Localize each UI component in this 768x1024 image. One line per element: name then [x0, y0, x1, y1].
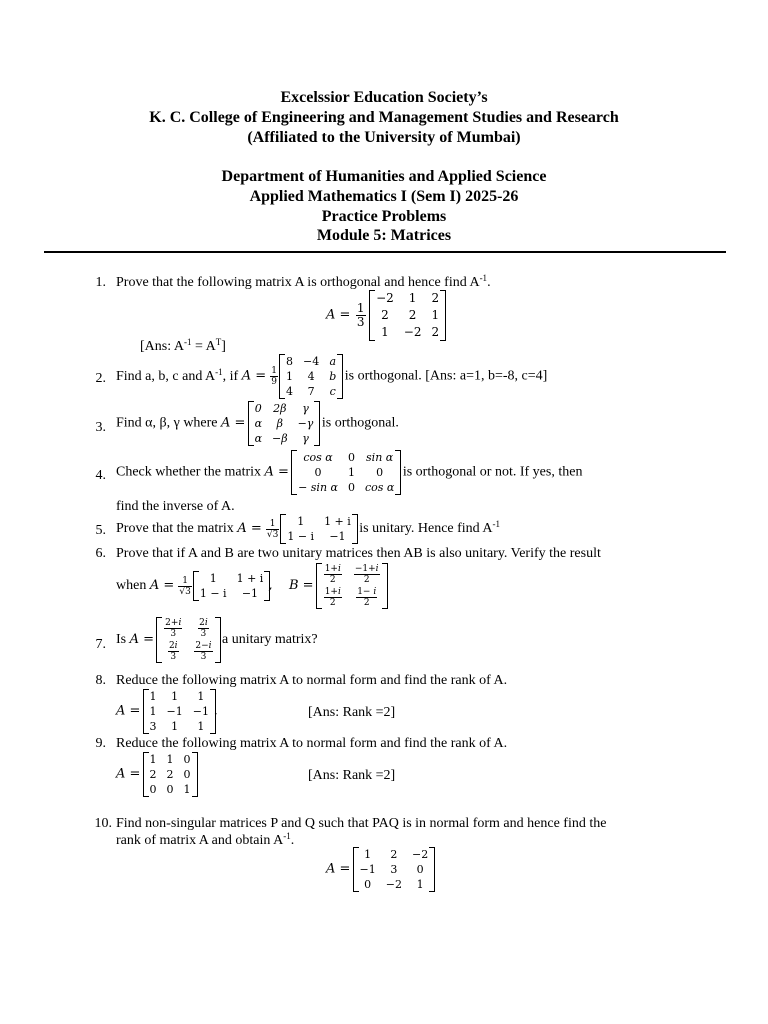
problem-1-matrix-eq: A = $\frac{1}{3}$ −2 1 2 2 2 1 1 −2 2 [326, 290, 444, 341]
problem-6-verify: when A = $\frac{1}{√3}$ 1 1 + i 1 − i −1 , B = $\frac{1+i}{2}$ $\frac{-1+i}{2}$ $\frac{1+i}{2}$ $\frac{1- i}{2}$ [116, 563, 386, 609]
problem-9-text: Reduce the following matrix A to normal form and find the rank of A. [116, 736, 508, 751]
module-title: Module 5: Matrices [316, 227, 452, 244]
department: Department of Humanities and Applied Science [221, 168, 547, 185]
problem-8-text: Reduce the following matrix A to normal form and find the rank of A. [116, 673, 508, 688]
matrix-p10: 1 2 −2 −1 3 0 0 −2 1 [355, 847, 434, 892]
matrix-p6-b: $\frac{1+i}{2}$ $\frac{-1+i}{2}$ $\frac{1+i}{2}$ $\frac{1- i}{2}$ [318, 563, 386, 609]
problem-4-line2: find the inverse of A. [116, 499, 235, 514]
problem-4-number: 4. [95, 468, 106, 483]
problem-4-text: Check whether the matrix A = cos α 0 sin α 0 1 0 − sin α 0 cos α is orthogonal or not. If yes, then [116, 451, 583, 494]
problem-10-line2: rank of matrix A and obtain $A^{-1}$. [116, 831, 295, 848]
college-name: K. C. College of Engineering and Management Studies and Research [149, 109, 619, 126]
problem-10-number: 10. [94, 816, 112, 831]
problem-2-text: Find a, b, c and $A^{-1}$, if A = $\frac{1}{9}$ 8 −4 a 1 4 b 4 7 c is orthogonal. [Ans: a=1, b=-8, c=4] [116, 355, 548, 398]
problem-1-answer: [Ans: $A^{-1} = A^T$] [140, 337, 226, 354]
problem-6-number: 6. [95, 546, 106, 561]
matrix-p1: −2 1 2 2 2 1 1 −2 2 [371, 290, 444, 341]
course-title: Applied Mathematics I (Sem I) 2025-26 [249, 188, 519, 205]
problem-3-text: Find α, β, γ where A = 0 2β γ α β −γ α −β γ is orthogonal. [116, 402, 399, 445]
doc-type: Practice Problems [321, 208, 447, 225]
problem-10-text: Find non-singular matrices P and Q such that PAQ is in normal form and hence find the [116, 816, 607, 831]
problem-2-number: 2. [95, 371, 106, 386]
affiliation: (Affiliated to the University of Mumbai) [247, 129, 521, 146]
problem-9-answer: [Ans: Rank =2] [308, 768, 396, 783]
problem-9-matrix-eq: A = 1 1 0 2 2 0 0 0 1 [116, 752, 196, 797]
problem-5-text: Prove that the matrix A = $\frac{1}{√3}$ 1 1 + i 1 − i −1 is unitary. Hence find $A^{-1}$ [116, 515, 501, 543]
matrix-p4: cos α 0 sin α 0 1 0 − sin α 0 cos α [293, 450, 399, 495]
matrix-p2: 8 −4 a 1 4 b 4 7 c [281, 354, 341, 399]
matrix-p7: $\frac{2+i}{3}$ $\frac{2i}{3}$ $\frac{2i}{3}$ $\frac{2-i}{3}$ [158, 617, 218, 663]
matrix-p8: 1 1 1 1 −1 −1 3 1 1 [145, 689, 214, 734]
problem-9-number: 9. [95, 736, 106, 751]
problem-7-text: Is A = $\frac{2+i}{3}$ $\frac{2i}{3}$ $\frac{2i}{3}$ $\frac{2-i}{3}$ a unitary matrix? [116, 618, 318, 662]
society-name: Excelssior Education Society’s [280, 89, 488, 106]
problem-6-text: Prove that if A and B are two unitary matrices then AB is also unitary. Verify the result [116, 546, 601, 561]
header-divider [44, 251, 726, 253]
problem-8-matrix-eq: A = 1 1 1 1 −1 −1 3 1 1 . [116, 690, 218, 733]
matrix-p6-a: 1 1 + i 1 − i −1 [195, 571, 268, 601]
problem-5-number: 5. [95, 523, 106, 538]
problem-1-number: 1. [95, 275, 106, 290]
problem-8-number: 8. [95, 673, 106, 688]
matrix-p3: 0 2β γ α β −γ α −β γ [250, 401, 319, 446]
problem-3-number: 3. [95, 420, 106, 435]
problem-8-answer: [Ans: Rank =2] [308, 705, 396, 720]
problem-10-matrix-eq: A = 1 2 −2 −1 3 0 0 −2 1 [326, 847, 433, 892]
matrix-p5: 1 1 + i 1 − i −1 [282, 514, 355, 544]
matrix-p9: 1 1 0 2 2 0 0 0 1 [145, 752, 196, 797]
problem-7-number: 7. [95, 637, 106, 652]
problem-1-text: Prove that the following matrix A is orthogonal and hence find $A^{-1}$. [116, 273, 491, 290]
